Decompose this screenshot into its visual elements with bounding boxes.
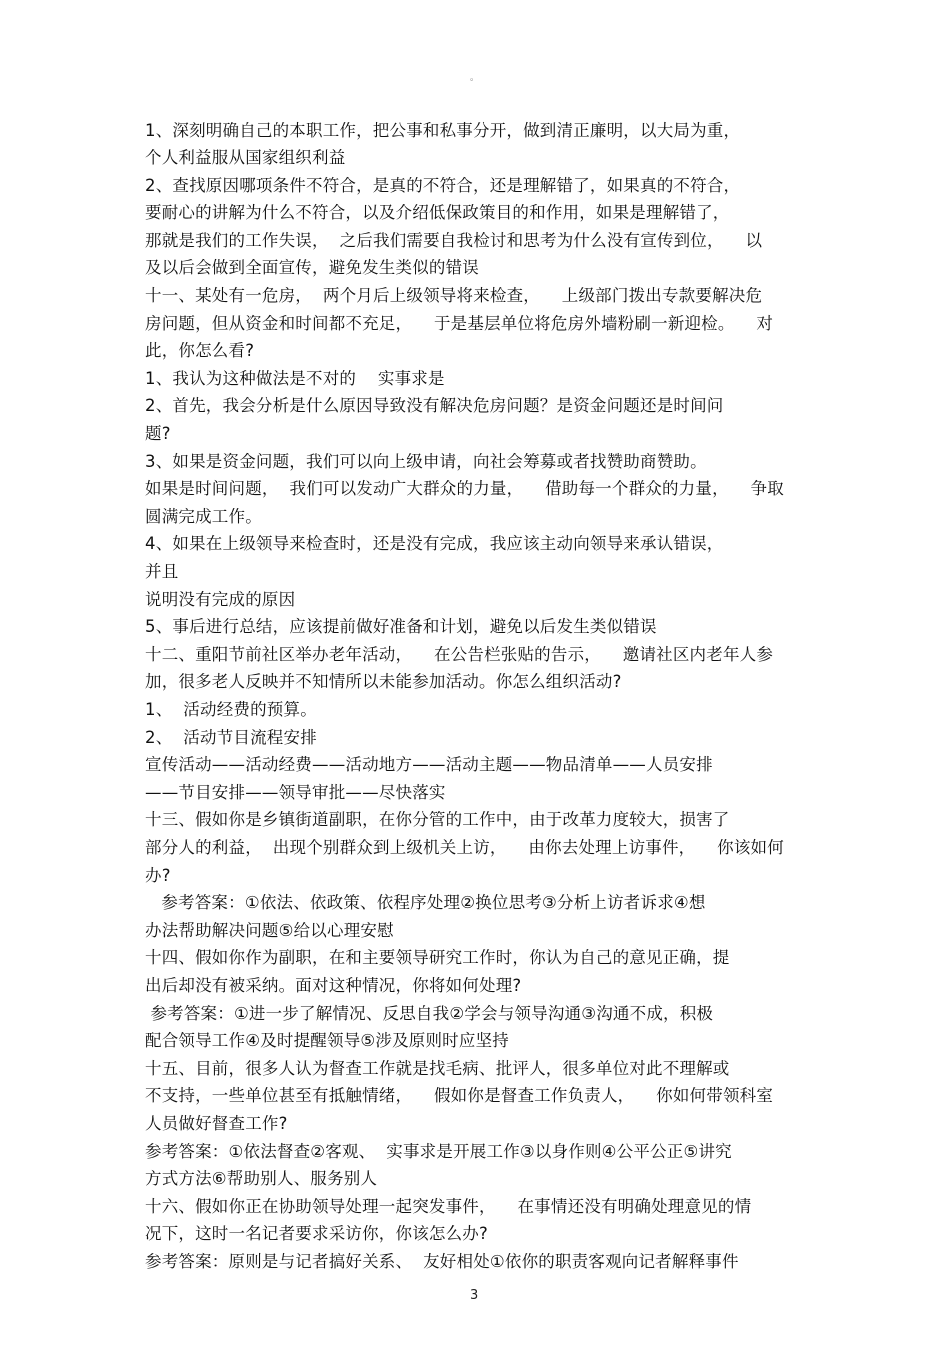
text-line: 3、如果是资金问题，我们可以向上级申请，向社会筹募或者找赞助商赞助。 <box>145 452 707 471</box>
text-line: 及以后会做到全面宣传，避免发生类似的错误 <box>145 258 479 277</box>
text-line: 那就是我们的工作失误， 之后我们需要自我检讨和思考为什么没有宣传到位， 以 <box>145 231 763 250</box>
text-line: 加，很多老人反映并不知情所以未能参加活动。你怎么组织活动? <box>145 672 622 691</box>
text-line: 配合领导工作④及时提醒领导⑤涉及原则时应坚持 <box>145 1031 509 1050</box>
text-line: 房问题，但从资金和时间都不充足， 于是基层单位将危房外墙粉刷一新迎检。 对 <box>145 314 774 333</box>
text-line: 1、深刻明确自己的本职工作，把公事和私事分开，做到清正廉明，以大局为重， <box>145 121 741 140</box>
text-line: 个人利益服从国家组织利益 <box>145 148 346 167</box>
text-line: 2、查找原因哪项条件不符合，是真的不符合，还是理解错了，如果真的不符合， <box>145 176 741 195</box>
text-line: 办? <box>145 866 171 885</box>
text-line: 人员做好督查工作? <box>145 1114 288 1133</box>
text-line: 5、事后进行总结，应该提前做好准备和计划，避免以后发生类似错误 <box>145 617 657 636</box>
text-line: 十四、假如你作为副职，在和主要领导研究工作时，你认为自己的意见正确，提 <box>145 948 730 967</box>
text-line: 参考答案：①进一步了解情况、反思自我②学会与领导沟通③沟通不成，积极 <box>145 1004 714 1023</box>
text-line: 并且 <box>145 562 179 581</box>
text-line: 不支持，一些单位甚至有抵触情绪， 假如你是督查工作负责人， 你如何带领科室 <box>145 1086 774 1105</box>
text-line: 4、如果在上级领导来检查时，还是没有完成，我应该主动向领导来承认错误， <box>145 534 724 553</box>
text-line: 题? <box>145 424 171 443</box>
text-line: 参考答案：①依法、依政策、依程序处理②换位思考③分析上访者诉求④想 <box>145 893 706 912</box>
text-line: 1、我认为这种做法是不对的 实事求是 <box>145 369 445 388</box>
page-number: 3 <box>470 1288 479 1303</box>
text-line: 2、 活动节目流程安排 <box>145 728 317 747</box>
text-line: 十六、假如你正在协助领导处理一起突发事件， 在事情还没有明确处理意见的情 <box>145 1197 752 1216</box>
text-line: 1、 活动经费的预算。 <box>145 700 317 719</box>
text-line: 办法帮助解决问题⑤给以心理安慰 <box>145 921 394 940</box>
text-line: 要耐心的讲解为什么不符合，以及介绍低保政策目的和作用，如果是理解错了， <box>145 203 730 222</box>
text-line: 十三、假如你是乡镇街道副职，在你分管的工作中，由于改革力度较大，损害了 <box>145 810 730 829</box>
text-line: 说明没有完成的原因 <box>145 590 296 609</box>
text-line: 十五、目前，很多人认为督查工作就是找毛病、批评人，很多单位对此不理解或 <box>145 1059 730 1078</box>
text-line: 此，你怎么看? <box>145 341 255 360</box>
text-line: 况下，这时一名记者要求采访你，你该怎么办? <box>145 1224 488 1243</box>
text-line: 方式方法⑥帮助别人、服务别人 <box>145 1169 378 1188</box>
text-line: 部分人的利益， 出现个别群众到上级机关上访， 由你去处理上访事件， 你该如何 <box>145 838 784 857</box>
text-line: 如果是时间问题， 我们可以发动广大群众的力量， 借助每一个群众的力量， 争取 <box>145 479 784 498</box>
text-line: 十二、重阳节前社区举办老年活动， 在公告栏张贴的告示， 邀请社区内老年人参 <box>145 645 774 664</box>
text-line: 2、首先，我会分析是什么原因导致没有解决危房问题？是资金问题还是时间问 <box>145 396 724 415</box>
header-mark: 。 <box>470 73 480 83</box>
text-line: 圆满完成工作。 <box>145 507 262 526</box>
text-line: 参考答案：①依法督查②客观、 实事求是开展工作③以身作则④公平公正⑤讲究 <box>145 1142 732 1161</box>
text-line: 参考答案：原则是与记者搞好关系、 友好相处①依你的职责客观向记者解释事件 <box>145 1252 739 1271</box>
text-line: ——节目安排——领导审批——尽快落实 <box>145 783 446 802</box>
text-line: 出后却没有被采纳。面对这种情况，你将如何处理? <box>145 976 522 995</box>
text-line: 十一、某处有一危房， 两个月后上级领导将来检查， 上级部门拨出专款要解决危 <box>145 286 763 305</box>
text-line: 宣传活动——活动经费——活动地方——活动主题——物品清单——人员安排 <box>145 755 713 774</box>
